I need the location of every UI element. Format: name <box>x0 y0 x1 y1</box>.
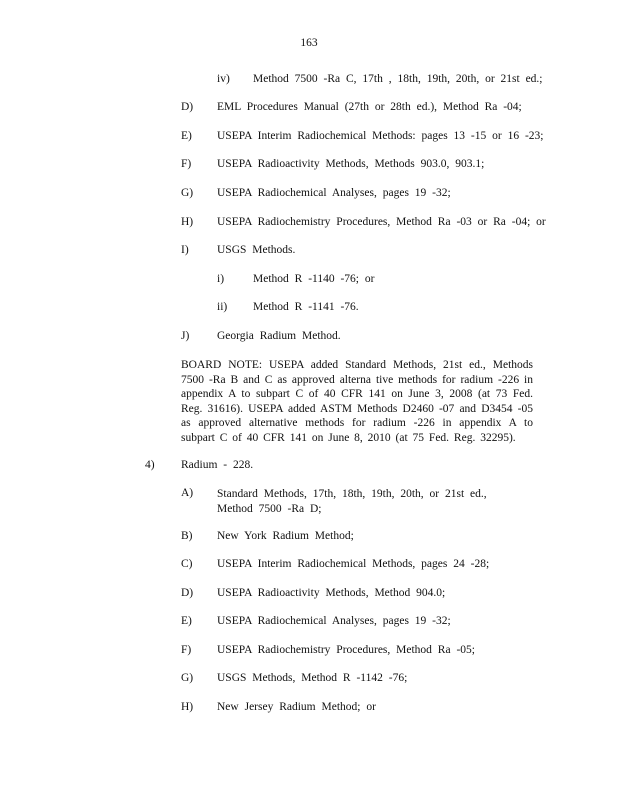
item-label: iv) <box>217 73 230 85</box>
item-text: Georgia Radium Method. <box>217 330 341 342</box>
section-title: Radium - 228. <box>181 459 254 471</box>
item-text: Method R -1141 -76. <box>253 301 359 313</box>
item-text: New Jersey Radium Method; or <box>217 701 376 713</box>
item-text: USEPA Interim Radiochemical Methods: pages 13 -15 or 16 -23; <box>217 130 544 142</box>
item-text: USEPA Radiochemistry Procedures, Method Ra -03 or Ra -04; or <box>217 216 546 228</box>
item-label: J) <box>181 330 190 342</box>
item-text: USEPA Radiochemical Analyses, pages 19 -32; <box>217 187 451 199</box>
item-label: G) <box>181 672 194 684</box>
item-label: I) <box>181 244 189 256</box>
item-label: E) <box>181 130 192 142</box>
item-label: F) <box>181 158 192 170</box>
item-label: i) <box>217 273 225 285</box>
item-text: USGS Methods, Method R -1142 -76; <box>217 672 408 684</box>
item-text: USEPA Interim Radiochemical Methods, pages 24 -28; <box>217 558 490 570</box>
item-text: EML Procedures Manual (27th or 28th ed.), Method Ra -04; <box>217 101 522 113</box>
item-text: USEPA Radioactivity Methods, Methods 903.0, 903.1; <box>217 158 485 170</box>
page-number: 163 <box>300 37 318 49</box>
item-label: ii) <box>217 301 228 313</box>
item-text: USEPA Radioactivity Methods, Method 904.0; <box>217 587 446 599</box>
item-text: USEPA Radiochemical Analyses, pages 19 -32; <box>217 615 451 627</box>
item-text: USEPA Radiochemistry Procedures, Method Ra -05; <box>217 644 475 656</box>
board-note: BOARD NOTE: USEPA added Standard Methods, 21st ed., Methods 7500 -Ra B and C as approved alterna tive methods for radium -226 in appendix A to subpart C of 40 CFR 141 on June 3, 2008 (at 73 Fed. Reg. 31616). USEPA added ASTM Methods D2460 -07 and D3454 -05 as approved alternative methods for radium -226 in appendix A to subpart C of 40 CFR 141 on June 8, 2010 (at 75 Fed. Reg. 32295). <box>181 359 533 444</box>
item-text: Standard Methods, 17th, 18th, 19th, 20th, or 21st ed., Method 7500 -Ra D; <box>217 488 487 515</box>
item-label: E) <box>181 615 192 627</box>
item-label: H) <box>181 216 194 228</box>
item-label: D) <box>181 587 194 599</box>
item-label: F) <box>181 644 192 656</box>
item-text: Method R -1140 -76; or <box>253 273 375 285</box>
item-label: G) <box>181 187 194 199</box>
item-label: C) <box>181 558 193 570</box>
item-text: Method 7500 -Ra C, 17th , 18th, 19th, 20th, or 21st ed.; <box>253 73 543 85</box>
item-label: H) <box>181 701 194 713</box>
item-text: New York Radium Method; <box>217 530 354 542</box>
item-label: D) <box>181 101 194 113</box>
item-label: A) <box>181 487 194 499</box>
section-label: 4) <box>145 459 155 471</box>
item-label: B) <box>181 530 193 542</box>
item-text: USGS Methods. <box>217 244 296 256</box>
